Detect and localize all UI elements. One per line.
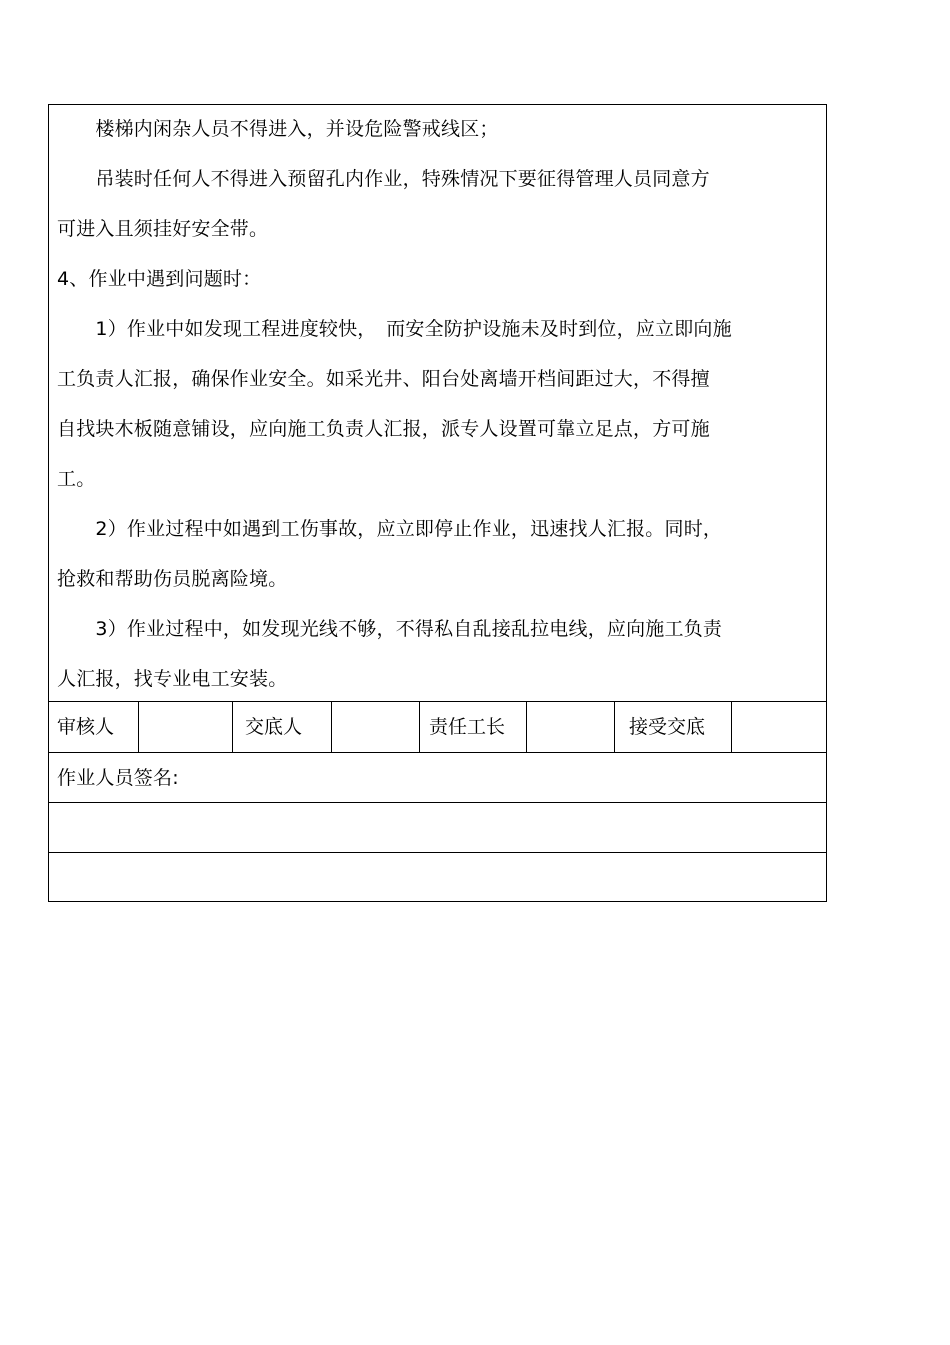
body-line-9: 2）作业过程中如遇到工伤事故，应立即停止作业，迅速找人汇报。同时， — [57, 518, 723, 540]
body-line-3: 可进入且须挂好安全带。 — [57, 218, 269, 240]
section-heading-4: 4、作业中遇到问题时： — [57, 268, 262, 290]
disclosure-table — [48, 104, 827, 902]
presenter-label: 交底人 — [245, 716, 303, 738]
receiver-label: 接受交底 — [629, 716, 706, 738]
col-divider — [232, 702, 233, 752]
body-line-11: 3）作业过程中，如发现光线不够，不得私自乱接乱拉电线，应向施工负责 — [57, 618, 723, 640]
body-line-5: 1）作业中如发现工程进度较快， 而安全防护设施未及时到位，应立即向施 — [57, 318, 732, 340]
body-line-2: 吊装时任何人不得进入预留孔内作业，特殊情况下要征得管理人员同意方 — [57, 168, 710, 190]
foreman-label: 责任工长 — [429, 716, 506, 738]
reviewer-label: 审核人 — [57, 716, 115, 738]
col-divider — [419, 702, 420, 752]
body-line-10: 抢救和帮助伤员脱离险境。 — [57, 568, 288, 590]
body-line-8: 工。 — [57, 468, 96, 490]
foreman-signature-field[interactable] — [527, 702, 614, 752]
presenter-signature-field[interactable] — [332, 702, 419, 752]
row-divider — [49, 752, 826, 753]
workers-signature-row-2[interactable] — [49, 853, 826, 901]
body-line-7: 自找块木板随意铺设，应向施工负责人汇报，派专人设置可靠立足点，方可施 — [57, 418, 710, 440]
workers-signature-row-1[interactable] — [49, 803, 826, 852]
reviewer-signature-field[interactable] — [139, 702, 232, 752]
body-line-6: 工负责人汇报，确保作业安全。如采光井、阳台处离墙开档间距过大，不得擅 — [57, 368, 710, 390]
body-line-12: 人汇报，找专业电工安装。 — [57, 668, 288, 690]
workers-signature-label: 作业人员签名: — [57, 767, 179, 789]
col-divider — [614, 702, 615, 752]
body-line-1: 楼梯内闲杂人员不得进入，并设危险警戒线区； — [57, 118, 499, 140]
receiver-signature-field[interactable] — [732, 702, 826, 752]
